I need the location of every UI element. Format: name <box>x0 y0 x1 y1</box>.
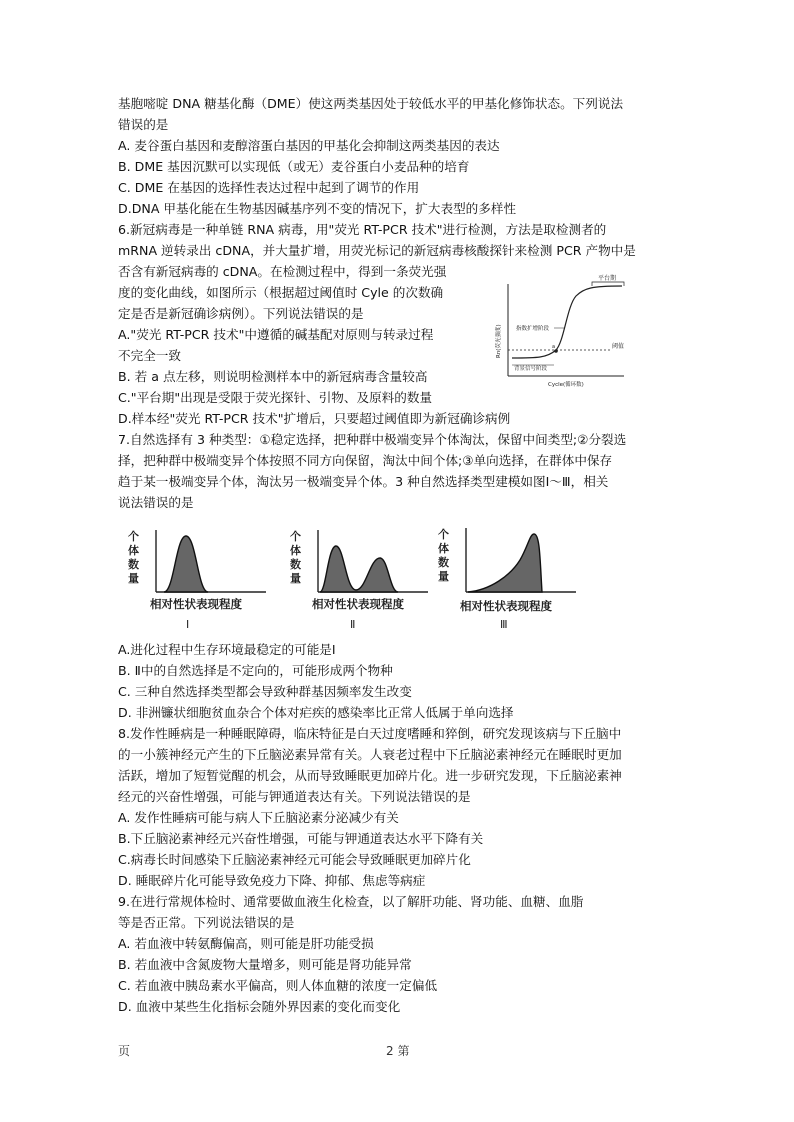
q7-graph-2 <box>282 522 432 632</box>
q7-option-a: A.进化过程中生存环境最稳定的可能是Ⅰ <box>118 642 336 657</box>
q7-stem-line: 7.自然选择有 3 种类型：①稳定选择，把种群中极端变异个体淘汰，保留中间类型;②分裂选 <box>118 432 627 447</box>
q6-stem-line: 6.新冠病毒是一种单链 RNA 病毒，用"荧光 RT-PCR 技术"进行检测，方法是取检测者的 <box>118 222 607 237</box>
q6-option-d: D.样本经"荧光 RT-PCR 技术"扩增后，只要超过阈值即为新冠确诊病例 <box>118 411 511 426</box>
y-label-char: 个 <box>290 530 301 543</box>
x-axis-label: Cycle(循环数) <box>548 382 584 388</box>
y-label-char: 体 <box>438 542 449 555</box>
q6-stem-line: mRNA 逆转录出 cDNA，并大量扩增，用荧光标记的新冠病毒核酸探针来检测 PCR 产物中是 <box>118 243 636 258</box>
footer-left-text: 页 <box>118 1044 131 1058</box>
q7-stem-line: 择，把种群中极端变异个体按照不同方向保留，淘汰中间个体;③单向选择，在群体中保存 <box>118 453 613 468</box>
q5-option-a: A. 麦谷蛋白基因和麦醇溶蛋白基因的甲基化会抑制这两类基因的表达 <box>118 138 500 153</box>
q5-option-d: D.DNA 甲基化能在生物基因碱基序列不变的情况下，扩大表型的多样性 <box>118 201 517 216</box>
exp-phase-label: 指数扩增阶段 <box>516 326 550 332</box>
q6-option-b: B. 若 a 点左移，则说明检测样本中的新冠病毒含量较高 <box>118 369 428 384</box>
q8-option-c: C.病毒长时间感染下丘脑泌素神经元可能会导致睡眠更加碎片化 <box>118 852 471 867</box>
graph-roman-label: Ⅰ <box>186 618 190 631</box>
q5-option-c: C. DME 在基因的选择性表达过程中起到了调节的作用 <box>118 180 420 195</box>
q5-text-line: 基胞嘧啶 DNA 糖基化酶（DME）使这两类基因处于较低水平的甲基化修饰状态。下列说法 <box>118 96 624 111</box>
q8-option-d: D. 睡眠碎片化可能导致免疫力下降、抑郁、焦虑等病症 <box>118 873 426 888</box>
q8-option-a: A. 发作性睡病可能与病人下丘脑泌素分泌减少有关 <box>118 810 399 825</box>
q7-stem-line: 趋于某一极端变异个体，淘汰另一极端变异个体。3 种自然选择类型建模如图Ⅰ～Ⅲ，相关 <box>118 474 609 489</box>
q6-stem-line: 否含有新冠病毒的 cDNA。在检测过程中，得到一条荧光强 <box>118 264 447 279</box>
q6-option-a-cont: 不完全一致 <box>118 348 181 363</box>
q8-stem-line: 经元的兴奋性增强，可能与钾通道表达有关。下列说法错误的是 <box>118 789 471 804</box>
q8-stem-line: 8.发作性睡病是一种睡眠障碍，临床特征是白天过度嗜睡和猝倒，研究发现该病与下丘脑中 <box>118 726 622 741</box>
y-label-char: 体 <box>128 544 139 557</box>
y-label-char: 数 <box>128 558 139 571</box>
point-a-label: a <box>552 344 556 350</box>
q9-option-a: A. 若血液中转氨酶偏高，则可能是肝功能受损 <box>118 936 374 951</box>
q9-stem-line: 等是否正常。下列说法错误的是 <box>118 915 295 930</box>
q7-option-c: C. 三种自然选择类型都会导致种群基因频率发生改变 <box>118 684 412 699</box>
y-label-char: 体 <box>290 544 301 557</box>
q8-option-b: B.下丘脑泌素神经元兴奋性增强，可能与钾通道表达水平下降有关 <box>118 831 484 846</box>
q6-stem-line: 度的变化曲线，如图所示（根据超过阈值时 Cyle 的次数确 <box>118 285 444 300</box>
q9-option-c: C. 若血液中胰岛素水平偏高，则人体血糖的浓度一定偏低 <box>118 978 438 993</box>
q6-stem-line: 定是否是新冠确诊病例）。下列说法错误的是 <box>118 306 364 321</box>
y-label-char: 个 <box>128 530 139 543</box>
q6-option-c: C."平台期"出现是受限于荧光探针、引物、及原料的数量 <box>118 390 433 405</box>
graph-roman-label: Ⅲ <box>500 618 508 631</box>
q9-option-d: D. 血液中某些生化指标会随外界因素的变化而变化 <box>118 999 401 1014</box>
distribution-twin-peaks <box>320 546 398 592</box>
background-phase-label: 背景信号阶段 <box>514 366 548 372</box>
q6-option-a: A."荧光 RT-PCR 技术"中遵循的碱基配对原则与转录过程 <box>118 327 434 342</box>
y-label-char: 数 <box>438 556 449 569</box>
q6-pcr-figure <box>492 266 632 391</box>
y-axis-label: Rn(荧光强度) <box>496 324 502 358</box>
x-axis-label: 相对性状表现程度 <box>312 597 404 611</box>
q7-stem-line: 说法错误的是 <box>118 495 194 510</box>
y-label-char: 量 <box>128 572 139 585</box>
distribution-skewed <box>468 534 542 592</box>
q8-stem-line: 活跃，增加了短暂觉醒的机会，从而导致睡眠更加碎片化。进一步研究发现，下丘脑泌素神 <box>118 768 622 783</box>
page-number: 2 第 <box>386 1044 410 1058</box>
y-label-char: 数 <box>290 558 301 571</box>
graph-roman-label: Ⅱ <box>350 618 356 631</box>
y-label-char: 量 <box>438 570 449 583</box>
threshold-label: 阈值 <box>612 343 625 350</box>
q5-text-line: 错误的是 <box>118 117 169 132</box>
plateau-bracket <box>592 282 624 286</box>
plateau-label: 平台期 <box>598 275 617 282</box>
q5-option-b: B. DME 基因沉默可以实现低（或无）麦谷蛋白小麦品种的培育 <box>118 159 470 174</box>
x-axis-label: 相对性状表现程度 <box>460 599 552 613</box>
y-label-char: 量 <box>290 572 301 585</box>
distribution-peak <box>164 536 208 592</box>
q9-stem-line: 9.在进行常规体检时、通常要做血液生化检查，以了解肝功能、肾功能、血糖、血脂 <box>118 894 584 909</box>
fluorescence-curve <box>512 286 625 358</box>
y-label-char: 个 <box>438 528 449 541</box>
q8-stem-line: 的一小簇神经元产生的下丘脑泌素异常有关。人衰老过程中下丘脑泌素神经元在睡眠时更加 <box>118 747 622 762</box>
q9-option-b: B. 若血液中含氮废物大量增多，则可能是肾功能异常 <box>118 957 412 972</box>
q7-option-b: B. Ⅱ中的自然选择是不定向的，可能形成两个物种 <box>118 663 393 678</box>
x-axis-label: 相对性状表现程度 <box>150 597 242 611</box>
q7-option-d: D. 非洲镰状细胞贫血杂合个体对疟疾的感染率比正常人低属于单向选择 <box>118 705 514 720</box>
q7-graph-3 <box>430 520 580 632</box>
q7-graph-1 <box>120 522 270 632</box>
